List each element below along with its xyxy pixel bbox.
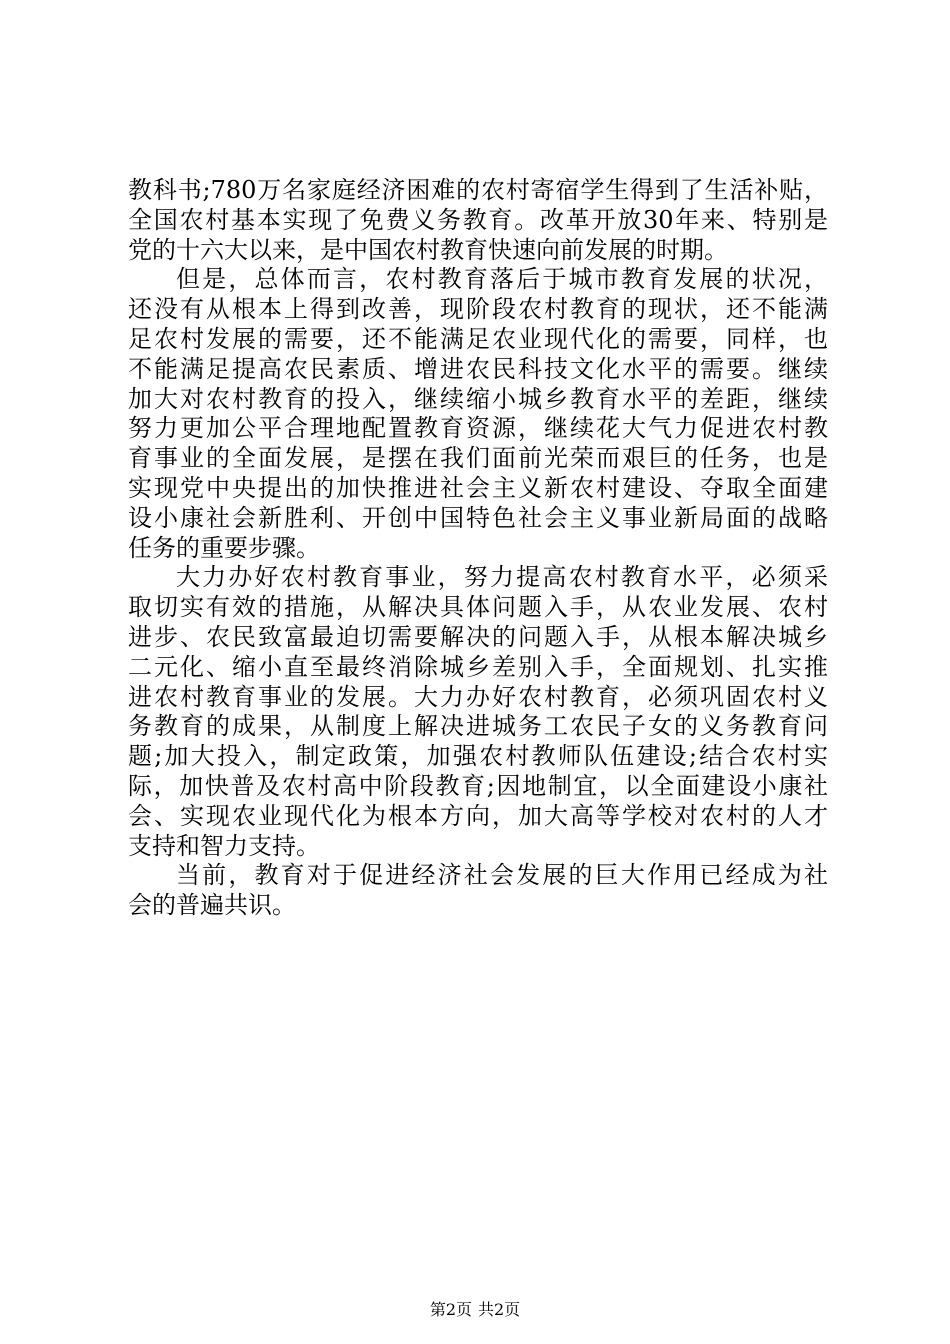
text-line: 进农村教育事业的发展。大力办好农村教育，必须巩固农村义 [128,682,828,711]
page-footer [0,1300,950,1320]
text-line: 进步、农民致富最迫切需要解决的问题入手，从根本解决城乡 [128,622,828,651]
text-line: 大力办好农村教育事业，努力提高农村教育水平，必须采 [176,563,828,592]
text-line: 党的十六大以来，是中国农村教育快速向前发展的时期。 [128,235,728,264]
text-line: 支持和智力支持。 [128,831,320,860]
text-line: 教科书;780万名家庭经济困难的农村寄宿学生得到了生活补贴， [128,176,828,204]
text-line: 全国农村基本实现了免费义务教育。改革开放30年来、特别是 [128,205,828,234]
text-line: 务教育的成果，从制度上解决进城务工农民子女的义务教育问 [128,712,828,741]
text-line: 取切实有效的措施，从解决具体问题入手，从农业发展、农村 [128,593,828,622]
text-line: 还没有从根本上得到改善，现阶段农村教育的现状，还不能满 [128,295,828,324]
text-line: 会的普遍共识。 [128,891,296,920]
document-body [128,176,828,921]
page-total: 共2页 [478,1300,521,1319]
text-line: 育事业的全面发展，是摆在我们面前光荣而艰巨的任务，也是 [128,444,828,473]
text-line: 题;加大投入，制定政策，加强农村教师队伍建设;结合农村实 [128,742,828,771]
text-line: 任务的重要步骤。 [128,533,320,562]
paragraph [128,176,828,265]
page-number: 第2页 [429,1300,472,1319]
text-line: 当前，教育对于促进经济社会发展的巨大作用已经成为社 [176,861,828,890]
text-line: 设小康社会新胜利、开创中国特色社会主义事业新局面的战略 [128,503,828,532]
paragraph [128,265,828,563]
text-line: 不能满足提高农民素质、增进农民科技文化水平的需要。继续 [128,354,828,383]
text-line: 足农村发展的需要，还不能满足农业现代化的需要，同样，也 [128,324,828,353]
text-line: 际，加快普及农村高中阶段教育;因地制宜，以全面建设小康社 [128,771,828,800]
paragraph [128,861,828,921]
text-line: 实现党中央提出的加快推进社会主义新农村建设、夺取全面建 [128,473,828,502]
text-line: 加大对农村教育的投入，继续缩小城乡教育水平的差距，继续 [128,384,828,413]
paragraph [128,563,828,861]
text-line: 二元化、缩小直至最终消除城乡差别入手，全面规划、扎实推 [128,652,828,681]
text-line: 但是，总体而言，农村教育落后于城市教育发展的状况， [176,265,828,294]
text-line: 努力更加公平合理地配置教育资源，继续花大气力促进农村教 [128,414,828,443]
text-line: 会、实现农业现代化为根本方向，加大高等学校对农村的人才 [128,801,828,830]
